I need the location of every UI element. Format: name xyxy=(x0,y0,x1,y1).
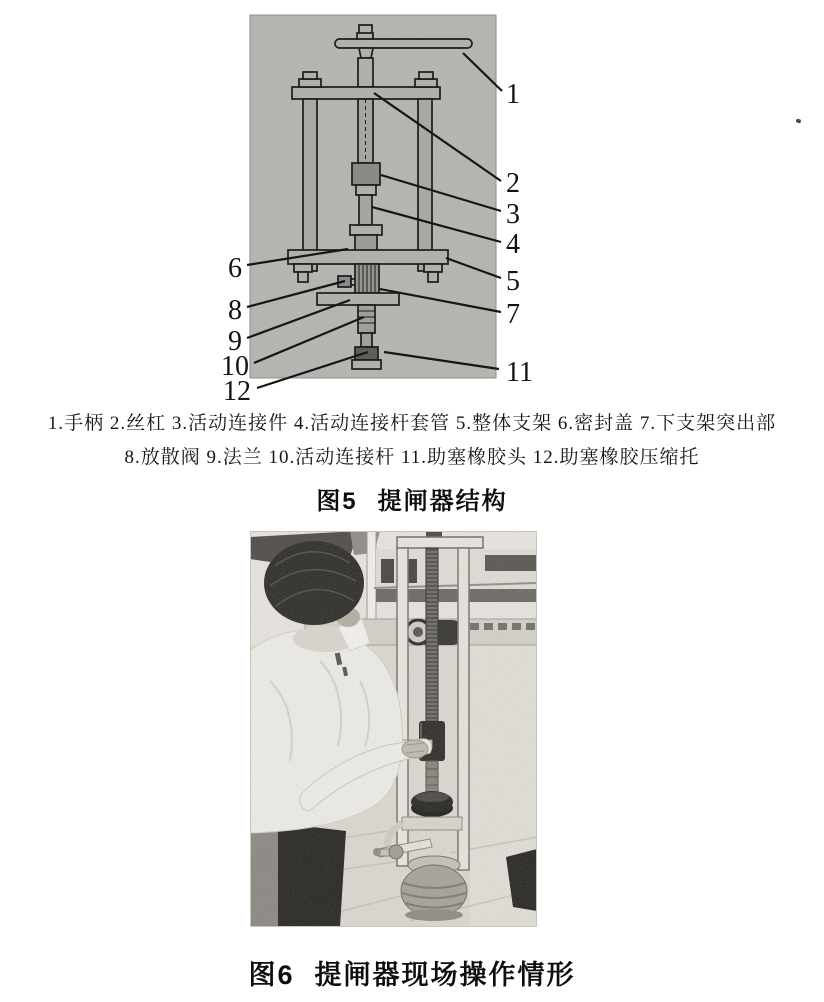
callout-4: 4 xyxy=(506,229,520,260)
right-bot-nut xyxy=(424,264,442,272)
figure5-caption-title: 提闸器结构 xyxy=(377,488,508,515)
compression-seat xyxy=(352,360,381,369)
right-bot-stub xyxy=(428,272,438,282)
connector-block xyxy=(352,163,380,185)
photo-grain xyxy=(250,531,537,927)
figure6-caption-label: 图6 xyxy=(248,960,295,990)
figure5-caption xyxy=(0,487,824,517)
callout-12: 12 xyxy=(223,376,251,405)
mid-shaft xyxy=(359,195,372,225)
left-bot-nut xyxy=(294,264,312,272)
gate-lifter-diagram xyxy=(195,5,565,405)
callout-9: 9 xyxy=(228,326,242,357)
figure5-caption-label: 图5 xyxy=(316,488,358,515)
figure6-caption xyxy=(0,957,824,993)
upper-shaft xyxy=(358,58,373,87)
callout-6: 6 xyxy=(228,253,242,284)
figure5-parts-list-line1: 1.手柄 2.丝杠 3.活动连接件 4.活动连接杆套管 5.整体支架 6.密封盖 7.下支架突出部 xyxy=(47,413,777,434)
callout-3: 3 xyxy=(506,199,520,230)
handle-bar xyxy=(335,39,472,48)
left-bot-stub xyxy=(298,272,308,282)
narrow-rod xyxy=(361,333,372,347)
flange xyxy=(317,293,399,305)
scan-speck xyxy=(795,118,801,123)
sleeve-flange xyxy=(350,225,382,235)
left-top-nut2 xyxy=(303,72,317,79)
callout-11: 11 xyxy=(506,357,533,388)
figure5-parts-list-line2: 8.放散阀 9.法兰 10.活动连接杆 11.助塞橡胶头 12.助塞橡胶压缩托 xyxy=(124,447,700,468)
callout-2: 2 xyxy=(506,168,520,199)
callout-8: 8 xyxy=(228,295,242,326)
lower-beam xyxy=(288,250,448,264)
right-top-nut2 xyxy=(419,72,433,79)
left-rod xyxy=(303,99,317,271)
left-top-nut xyxy=(299,79,321,87)
right-top-nut xyxy=(415,79,437,87)
top-beam xyxy=(292,87,440,99)
callout-7: 7 xyxy=(506,299,520,330)
connector-nut xyxy=(356,185,376,195)
operation-photo xyxy=(250,531,537,927)
handle-neck xyxy=(359,48,373,58)
callout-1: 1 xyxy=(506,79,520,110)
callout-10: 10 xyxy=(221,351,249,382)
figure6-caption-title: 提闸器现场操作情形 xyxy=(314,960,576,990)
callout-5: 5 xyxy=(506,266,520,297)
